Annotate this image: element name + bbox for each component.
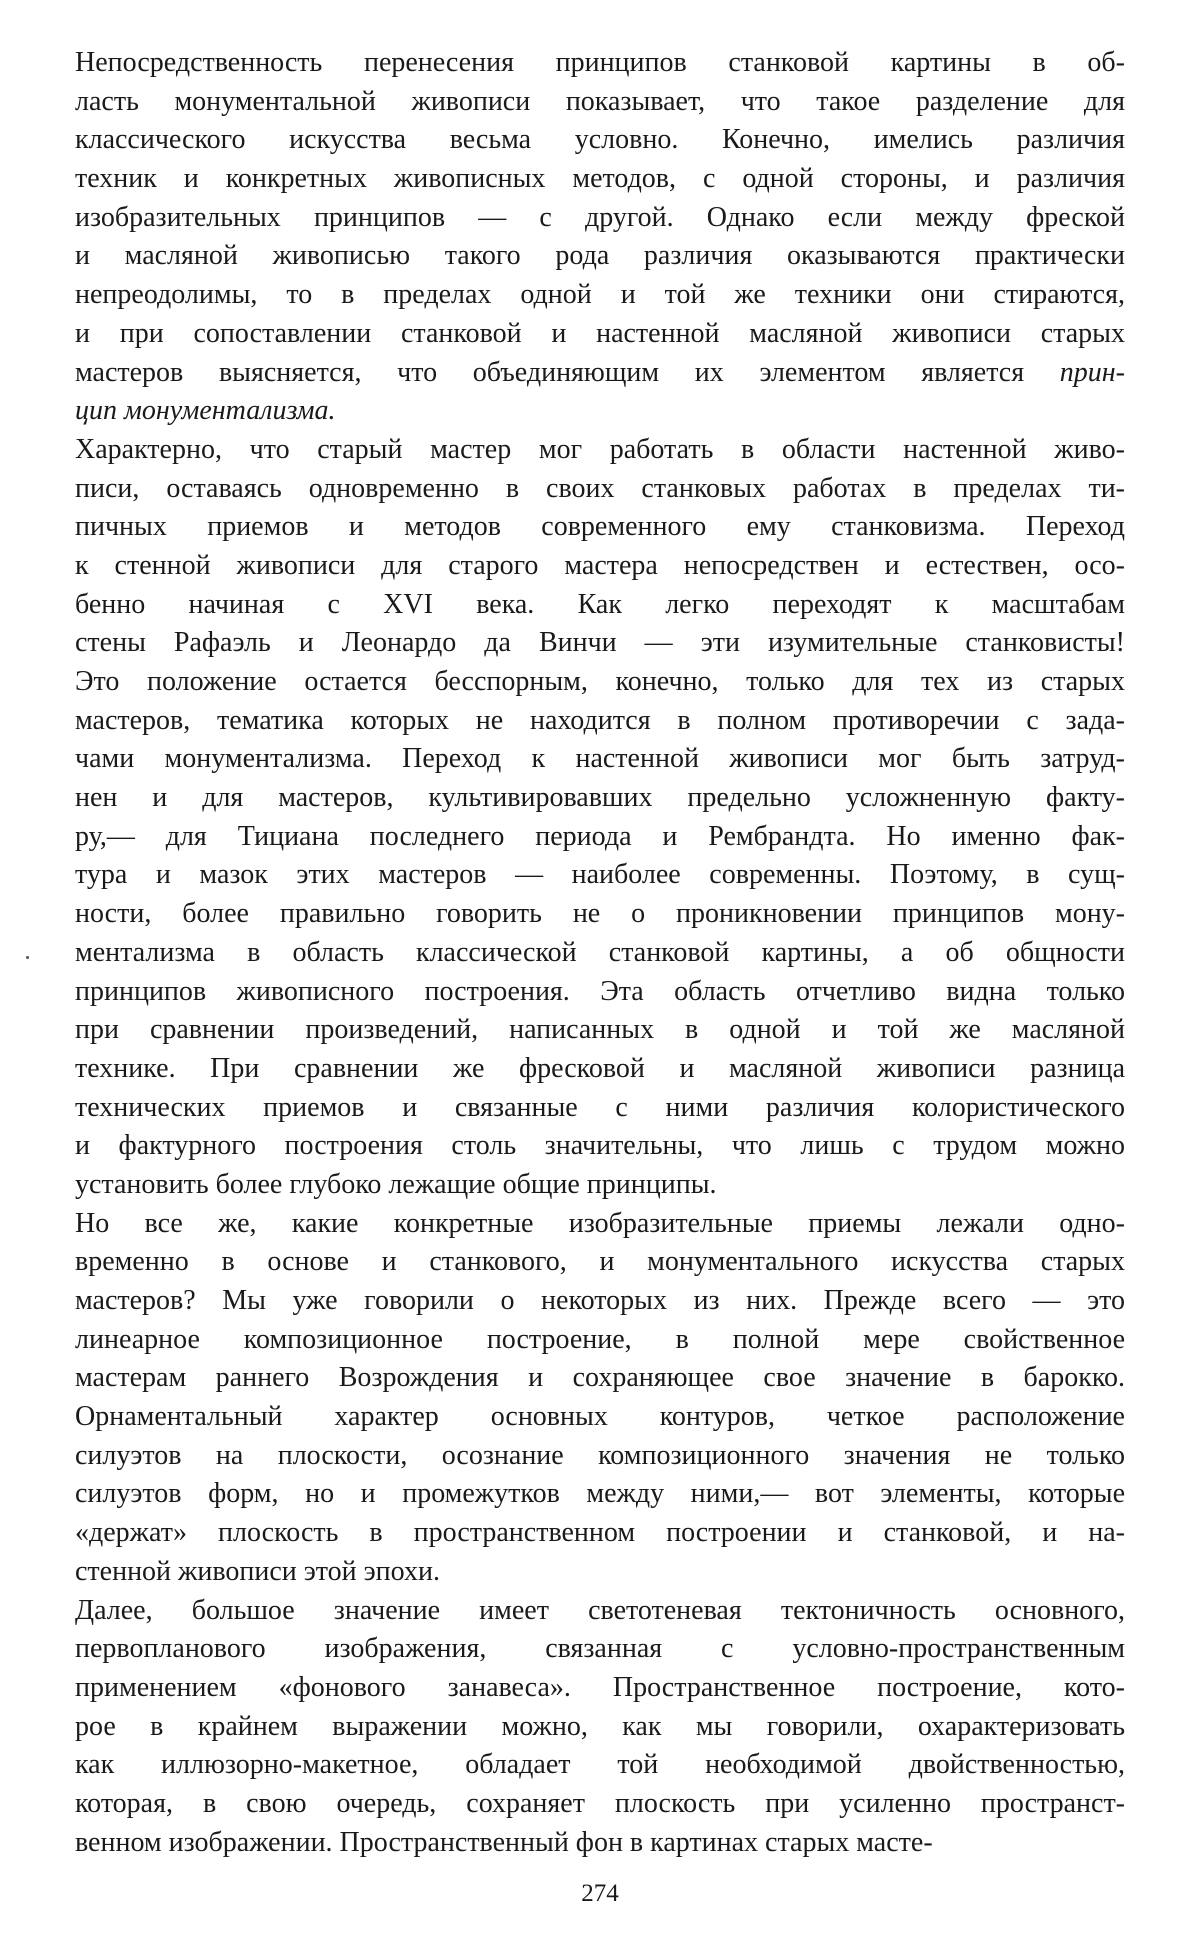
text-line: чами монументализма. Переход к настенной живописи мог быть затруд- bbox=[75, 743, 1125, 775]
text-line: техник и конкретных живописных методов, с одной стороны, и различия bbox=[75, 163, 1125, 195]
text-line: мастеров? Мы уже говорили о некоторых из них. Прежде всего — это bbox=[75, 1285, 1125, 1316]
page-number: 274 bbox=[581, 1880, 619, 1907]
text-line: писи, оставаясь одновременно в своих станковых работах в пределах ти- bbox=[75, 472, 1125, 504]
text-line: венном изображении. Пространственный фон в картинах старых масте- bbox=[75, 1826, 933, 1858]
text-line: Но все же, какие конкретные изобразительные приемы лежали одно- bbox=[75, 1207, 1125, 1239]
text-line: которая, в свою очередь, сохраняет плоскость при усиленно пространст- bbox=[75, 1787, 1125, 1819]
text-line: мастеров, тематика которых не находится в полном противоречии с зада- bbox=[75, 704, 1125, 736]
text-line: тура и мазок этих мастеров — наиболее современны. Поэтому, в сущ- bbox=[75, 859, 1125, 891]
text-line: мастеров выясняется, что объединяющим их элементом является прин- bbox=[75, 356, 1125, 388]
text-line: классического искусства весьма условно. Конечно, имелись различия bbox=[75, 124, 1125, 156]
text-line: установить более глубоко лежащие общие принципы. bbox=[75, 1168, 717, 1200]
text-line: цип монументализма. bbox=[75, 395, 336, 427]
text-line: и при сопоставлении станковой и настенной масляной живописи старых bbox=[75, 317, 1125, 349]
text-line: ности, более правильно говорить не о проникновении принципов мону- bbox=[75, 898, 1125, 930]
text-line: Характерно, что старый мастер мог работать в области настенной живо- bbox=[75, 433, 1125, 465]
text-line: при сравнении произведений, написанных в одной и той же масляной bbox=[75, 1014, 1125, 1046]
text-line: принципов живописного построения. Эта область отчетливо видна только bbox=[75, 975, 1125, 1007]
text-line: ментализма в область классической станковой картины, а об общности bbox=[75, 936, 1125, 968]
text-line: технических приемов и связанные с ними различия колористического bbox=[75, 1091, 1125, 1123]
paragraph bbox=[75, 44, 1125, 431]
text-line: как иллюзорно-макетное, обладает той необходимой двойственностью, bbox=[75, 1749, 1125, 1781]
paragraph bbox=[75, 1592, 1125, 1863]
text-line: первопланового изображения, связанная с условно-пространственным bbox=[75, 1633, 1125, 1665]
text-line: силуэтов на плоскости, осознание композиционного значения не только bbox=[75, 1439, 1125, 1471]
text-line: стены Рафаэль и Леонардо да Винчи — эти изумительные станковисты! bbox=[75, 627, 1125, 659]
text-line: ру,— для Тициана последнего периода и Рембрандта. Но именно фак- bbox=[75, 820, 1125, 852]
body-text bbox=[75, 44, 1125, 1862]
text-line: нен и для мастеров, культивировавших предельно усложненную факту- bbox=[75, 782, 1125, 814]
text-line: Это положение остается бесспорным, конечно, только для тех из старых bbox=[75, 666, 1125, 697]
text-line: бенно начиная с XVI века. Как легко переходят к масштабам bbox=[75, 588, 1125, 620]
text-line: рое в крайнем выражении можно, как мы говорили, охарактеризовать bbox=[75, 1710, 1125, 1742]
text-line: силуэтов форм, но и промежутков между ними,— вот элементы, которые bbox=[75, 1478, 1125, 1510]
text-line: изобразительных принципов — с другой. Однако если между фреской bbox=[75, 201, 1125, 233]
stray-ink-mark bbox=[26, 956, 29, 959]
text-line: линеарное композиционное построение, в полной мере свойственное bbox=[75, 1323, 1125, 1355]
text-line: «держат» плоскость в пространственном построении и станковой, и на- bbox=[75, 1517, 1125, 1549]
text-line: Далее, большое значение имеет светотеневая тектоничность основного, bbox=[75, 1594, 1125, 1626]
paragraph bbox=[75, 1205, 1125, 1592]
text-line: технике. При сравнении же фресковой и масляной живописи разница bbox=[75, 1052, 1125, 1084]
text-line: и масляной живописью такого рода различия оказываются практически bbox=[75, 240, 1125, 272]
paragraph bbox=[75, 431, 1125, 1205]
text-line: стенной живописи этой эпохи. bbox=[75, 1555, 440, 1587]
text-line: Орнаментальный характер основных контуров, четкое расположение bbox=[75, 1401, 1125, 1433]
text-line: Непосредственность перенесения принципов станковой картины в об- bbox=[75, 47, 1125, 78]
text-line: к стенной живописи для старого мастера непосредствен и естествен, осо- bbox=[75, 549, 1125, 581]
text-line: мастерам раннего Возрождения и сохраняющее свое значение в барокко. bbox=[75, 1362, 1125, 1394]
text-line: и фактурного построения столь значительны, что лишь с трудом можно bbox=[75, 1130, 1125, 1162]
italic-term: прин- bbox=[1059, 356, 1125, 388]
text-line: временно в основе и станкового, и монументального искусства старых bbox=[75, 1246, 1125, 1278]
text-line: пичных приемов и методов современного ему станковизма. Переход bbox=[75, 511, 1125, 543]
text-line: ласть монументальной живописи показывает, что такое разделение для bbox=[75, 85, 1125, 117]
text-line: непреодолимы, то в пределах одной и той же техники они стираются, bbox=[75, 279, 1125, 311]
text-line: применением «фонового занавеса». Пространственное построение, кото- bbox=[75, 1671, 1125, 1703]
